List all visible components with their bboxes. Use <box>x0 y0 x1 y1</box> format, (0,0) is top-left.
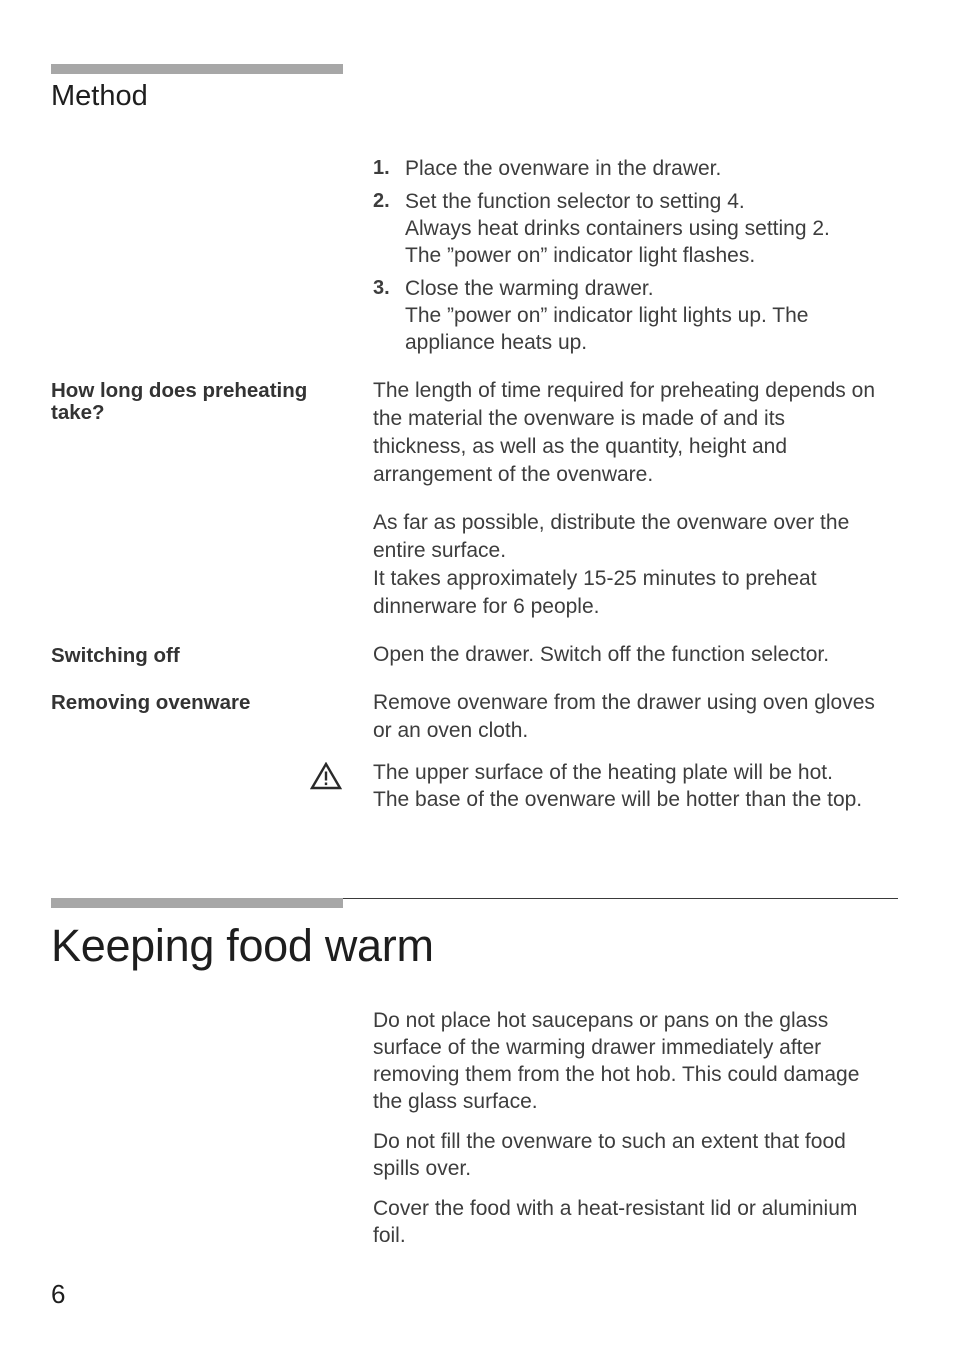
removing-ovenware-text-block <box>373 689 903 745</box>
text-line: thickness, as well as the quantity, height and <box>373 435 788 458</box>
text-line: the glass surface. <box>373 1090 538 1113</box>
text-line: entire surface. <box>373 539 507 562</box>
keeping-warm-paragraph-1 <box>373 1007 903 1115</box>
section-rule-method <box>51 64 343 74</box>
step-line: Set the function selector to setting 4. <box>405 190 745 213</box>
switching-off-label: Switching off <box>51 644 180 667</box>
text-line: The length of time required for preheating depends on <box>373 379 876 402</box>
method-steps-list <box>373 155 903 362</box>
keeping-warm-paragraph-2 <box>373 1128 903 1182</box>
text-line: It takes approximately 15-25 minutes to preheat <box>373 567 817 590</box>
text-line: arrangement of the ovenware. <box>373 463 654 486</box>
step-line: Place the ovenware in the drawer. <box>405 157 722 180</box>
step-line: The ”power on” indicator light flashes. <box>405 244 756 267</box>
preheating-paragraph-2 <box>373 509 903 621</box>
step-line: The ”power on” indicator light lights up. The <box>405 304 809 327</box>
step-item <box>373 188 903 269</box>
text-line: the material the ovenware is made of and its <box>373 407 786 430</box>
keeping-warm-paragraph-3 <box>373 1195 903 1249</box>
step-line: Close the warming drawer. <box>405 277 654 300</box>
step-text <box>405 155 721 182</box>
text-line: spills over. <box>373 1157 472 1180</box>
text-line: Do not place hot saucepans or pans on the glass <box>373 1009 829 1032</box>
step-item <box>373 155 903 182</box>
step-text <box>405 275 809 356</box>
step-item <box>373 275 903 356</box>
step-line: appliance heats up. <box>405 331 588 354</box>
page-number: 6 <box>51 1279 66 1309</box>
switching-off-text-block <box>373 641 903 669</box>
text-line: Cover the food with a heat-resistant lid or aluminium <box>373 1197 858 1220</box>
section-rule-thin <box>343 898 898 899</box>
preheating-label: How long does preheating take? <box>51 379 308 424</box>
keeping-food-warm-heading: Keeping food warm <box>51 920 434 971</box>
text-line: The base of the ovenware will be hotter than the top. <box>373 788 863 811</box>
text-line: surface of the warming drawer immediately after <box>373 1036 822 1059</box>
step-line: Always heat drinks containers using setting 2. <box>405 217 830 240</box>
warning-text-block <box>373 759 903 813</box>
text-line: As far as possible, distribute the ovenware over the <box>373 511 850 534</box>
text-line: The upper surface of the heating plate will be hot. <box>373 761 833 784</box>
step-number: 2. <box>373 190 390 212</box>
section-rule-keeping-warm <box>51 898 343 908</box>
text-line: Open the drawer. Switch off the function selector. <box>373 643 830 666</box>
preheating-paragraph-1 <box>373 377 903 489</box>
text-line: removing them from the hot hob. This could damage <box>373 1063 860 1086</box>
method-heading: Method <box>51 80 148 112</box>
text-line: dinnerware for 6 people. <box>373 595 600 618</box>
text-line: foil. <box>373 1224 406 1247</box>
step-number: 3. <box>373 277 390 299</box>
step-text <box>405 188 830 269</box>
removing-ovenware-label: Removing ovenware <box>51 691 251 714</box>
text-line: Remove ovenware from the drawer using oven gloves <box>373 691 875 714</box>
text-line: or an oven cloth. <box>373 719 529 742</box>
warning-triangle-icon <box>310 762 342 790</box>
step-number: 1. <box>373 157 390 179</box>
text-line: Do not fill the ovenware to such an extent that food <box>373 1130 846 1153</box>
